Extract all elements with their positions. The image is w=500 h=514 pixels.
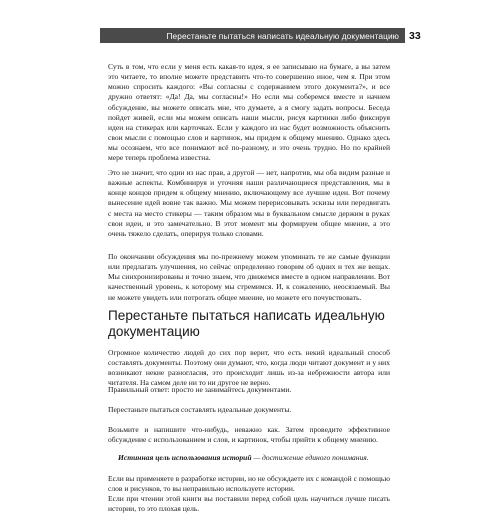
- running-header-title: Перестаньте пытаться написать идеальную документацию: [166, 30, 399, 41]
- paragraph-after-discussion: По окончании обсуждения мы по-прежнему можем упоминать те же самые функции или предлагать улучшения, но сейчас определенно говорим об одних и тех же вещах. Мы синхронизированы и точно знаем, что движемся вместе в одном направлении. Вот качественный уровень, к которому мы стремимся. И, к сожалению, неосязаемый. Вы не можете увидеть или потрогать общее мнение, но можете его почувствовать.: [108, 252, 390, 302]
- paragraph-perfect-document-myth: Огромное количество людей до сих пор верит, что есть некий идеальный способ составлять документы. Поэтому они думают, что, когда люди читают документ и у них возникают некие разногласия, это происходит лишь из-за небрежности автора или читателя. На самом деле ни то ни другое не верно.: [108, 348, 390, 388]
- paragraph-write-something: Возьмите и напишите что-нибудь, неважно как. Затем проведите эффективное обсуждение с использованием и слов, и картинок, чтобы прийти к общему мнению.: [108, 425, 390, 445]
- paragraph-idea-mismatch: Суть в том, что если у меня есть какая-то идея, я ее записываю на бумаге, а вы затем это читаете, то вполне можете представить что-то совершенно иное, чем я. При этом можно спросить каждого: «Вы согласны с содержанием этого документа?», и все дружно ответят: «Да! Да, мы согласны!» Но если мы соберемся вместе и начнем обсуждение, вы можете описать мне, что думаете, а я смогу задать вопросы. Беседа пойдет живей, если мы можем описать наши мысли, рисуя картинки либо фиксируя идеи на стикерах или карточках. Если у каждого из нас будет возможность объяснить свои мысли с помощью слов и картинок, мы придем к общему мнению. Однако здесь мы осознаем, что все понимают всё по-разному, и это очень трудно. Но по крайней мере теперь проблема известна.: [108, 62, 390, 163]
- emphasis-lead: Истинная цель использования историй: [118, 453, 252, 462]
- emphasis-rest: — достижение единого понимания.: [251, 453, 369, 462]
- emphasis-statement: [108, 453, 390, 463]
- paragraph-shared-understanding: Это не значит, что один из нас прав, а другой — нет, напротив, мы оба видим разные и важные аспекты. Комбинируя и уточняя наши различающиеся представления, мы в конце концов придем к общему мнению, включающему все лучшие идеи. Вот почему вынесение идей вовне так важно. Мы можем перерисовывать эскизы или передвигать с места на место стикеры — таким образом мы в буквальном смысле держим в руках свои идеи, и это замечательно. В этот момент мы формируем общее мнение, а это очень тяжело сделать, оперируя только словами.: [108, 168, 390, 238]
- paragraph-using-stories-wrong: Если вы применяете в разработке истории, но не обсуждаете их с командой с помощью слов и рисунков, то вы неправильно используете истории.: [108, 474, 390, 494]
- paragraph-right-answer: Правильный ответ: просто не занимайтесь документами.: [108, 385, 292, 394]
- paragraph-stop-trying: Перестаньте пытаться составлять идеальные документы.: [108, 405, 292, 414]
- paragraph-bad-goal: Если при чтении этой книги вы поставили перед собой цель научиться лучше писать истории, то это плохая цель.: [108, 494, 390, 514]
- page-number: 33: [409, 29, 421, 42]
- section-heading: Перестаньте пытаться написать идеальную документацию: [108, 308, 385, 339]
- running-header: [100, 28, 405, 43]
